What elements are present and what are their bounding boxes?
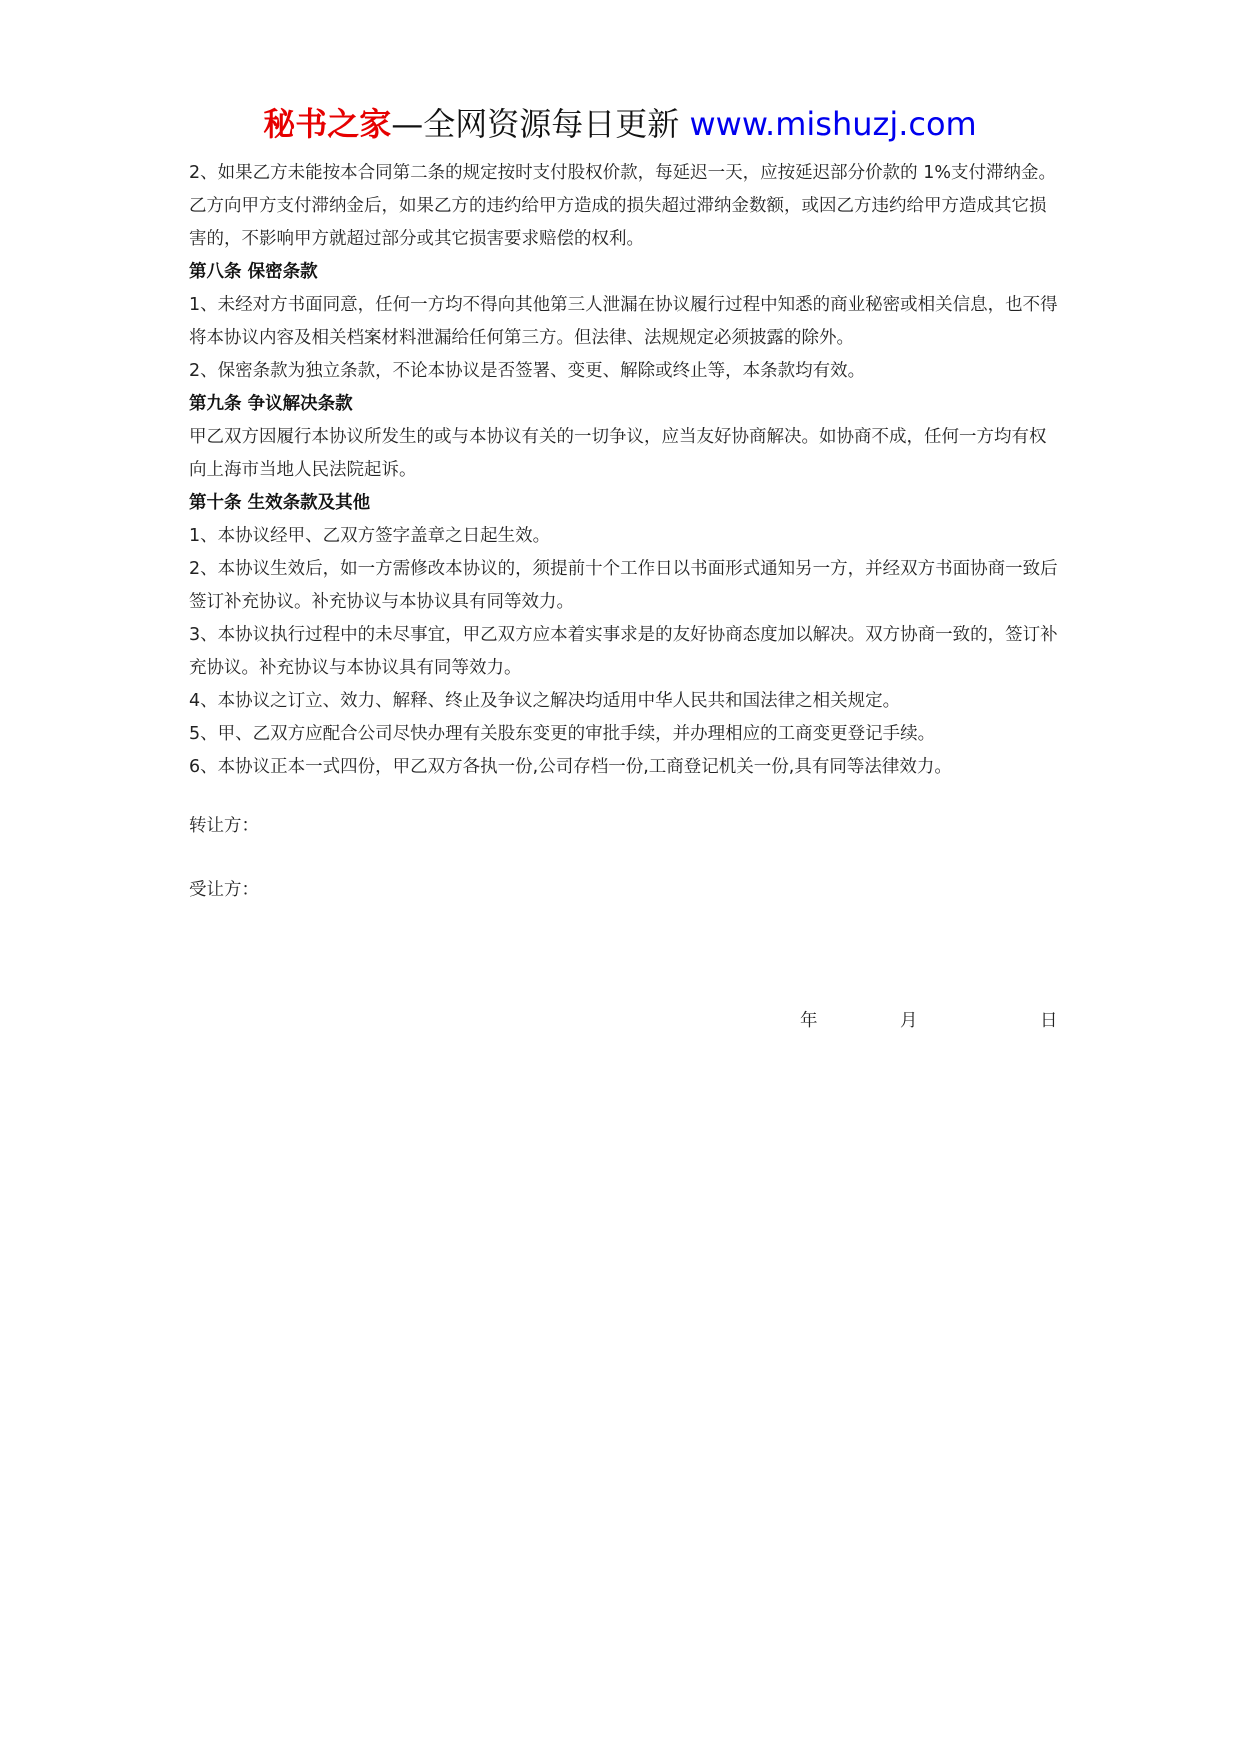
date-year-label: 年 bbox=[800, 1011, 818, 1031]
contract-body bbox=[189, 157, 1059, 784]
site-banner bbox=[0, 104, 1240, 144]
signing-date bbox=[800, 1005, 1060, 1038]
section-heading: 第九条 争议解决条款 bbox=[189, 394, 353, 414]
clause-paragraph: 1、本协议经甲、乙双方签字盖章之日起生效。 bbox=[189, 526, 551, 546]
transferor-label: 转让方： bbox=[189, 816, 259, 836]
clause-paragraph: 2、本协议生效后，如一方需修改本协议的，须提前十个工作日以书面形式通知另一方，并经双方书面协商一致后签订补充协议。补充协议与本协议具有同等效力。 bbox=[189, 559, 1058, 612]
clause-paragraph: 3、本协议执行过程中的未尽事宜，甲乙双方应本着实事求是的友好协商态度加以解决。双方协商一致的，签订补充协议。补充协议与本协议具有同等效力。 bbox=[189, 625, 1058, 678]
clause-paragraph: 2、如果乙方未能按本合同第二条的规定按时支付股权价款，每延迟一天，应按延迟部分价款的 1%支付滞纳金。乙方向甲方支付滞纳金后，如果乙方的违约给甲方造成的损失超过滞纳金数额，或因乙方违约给甲方造成其它损害的，不影响甲方就超过部分或其它损害要求赔偿的权利。 bbox=[189, 163, 1056, 249]
clause-paragraph: 4、本协议之订立、效力、解释、终止及争议之解决均适用中华人民共和国法律之相关规定。 bbox=[189, 691, 901, 711]
clause-paragraph: 6、本协议正本一式四份，甲乙双方各执一份,公司存档一份,工商登记机关一份,具有同等法律效力。 bbox=[189, 757, 952, 777]
section-heading: 第十条 生效条款及其他 bbox=[189, 493, 371, 513]
clause-paragraph: 2、保密条款为独立条款，不论本协议是否签署、变更、解除或终止等，本条款均有效。 bbox=[189, 361, 866, 381]
site-url-link[interactable]: www.mishuzj.com bbox=[689, 105, 977, 143]
transferee-label: 受让方： bbox=[189, 880, 259, 900]
brand-name: 秘书之家 bbox=[263, 105, 392, 143]
banner-slogan: —全网资源每日更新 bbox=[391, 105, 690, 143]
clause-paragraph: 1、未经对方书面同意，任何一方均不得向其他第三人泄漏在协议履行过程中知悉的商业秘密或相关信息，也不得将本协议内容及相关档案材料泄漏给任何第三方。但法律、法规规定必须披露的除外。 bbox=[189, 295, 1058, 348]
date-day-label: 日 bbox=[1040, 1011, 1058, 1031]
section-heading: 第八条 保密条款 bbox=[189, 262, 318, 282]
clause-paragraph: 5、甲、乙双方应配合公司尽快办理有关股东变更的审批手续，并办理相应的工商变更登记手续。 bbox=[189, 724, 936, 744]
date-month-label: 月 bbox=[900, 1011, 918, 1031]
clause-paragraph: 甲乙双方因履行本协议所发生的或与本协议有关的一切争议，应当友好协商解决。如协商不成，任何一方均有权向上海市当地人民法院起诉。 bbox=[189, 427, 1047, 480]
